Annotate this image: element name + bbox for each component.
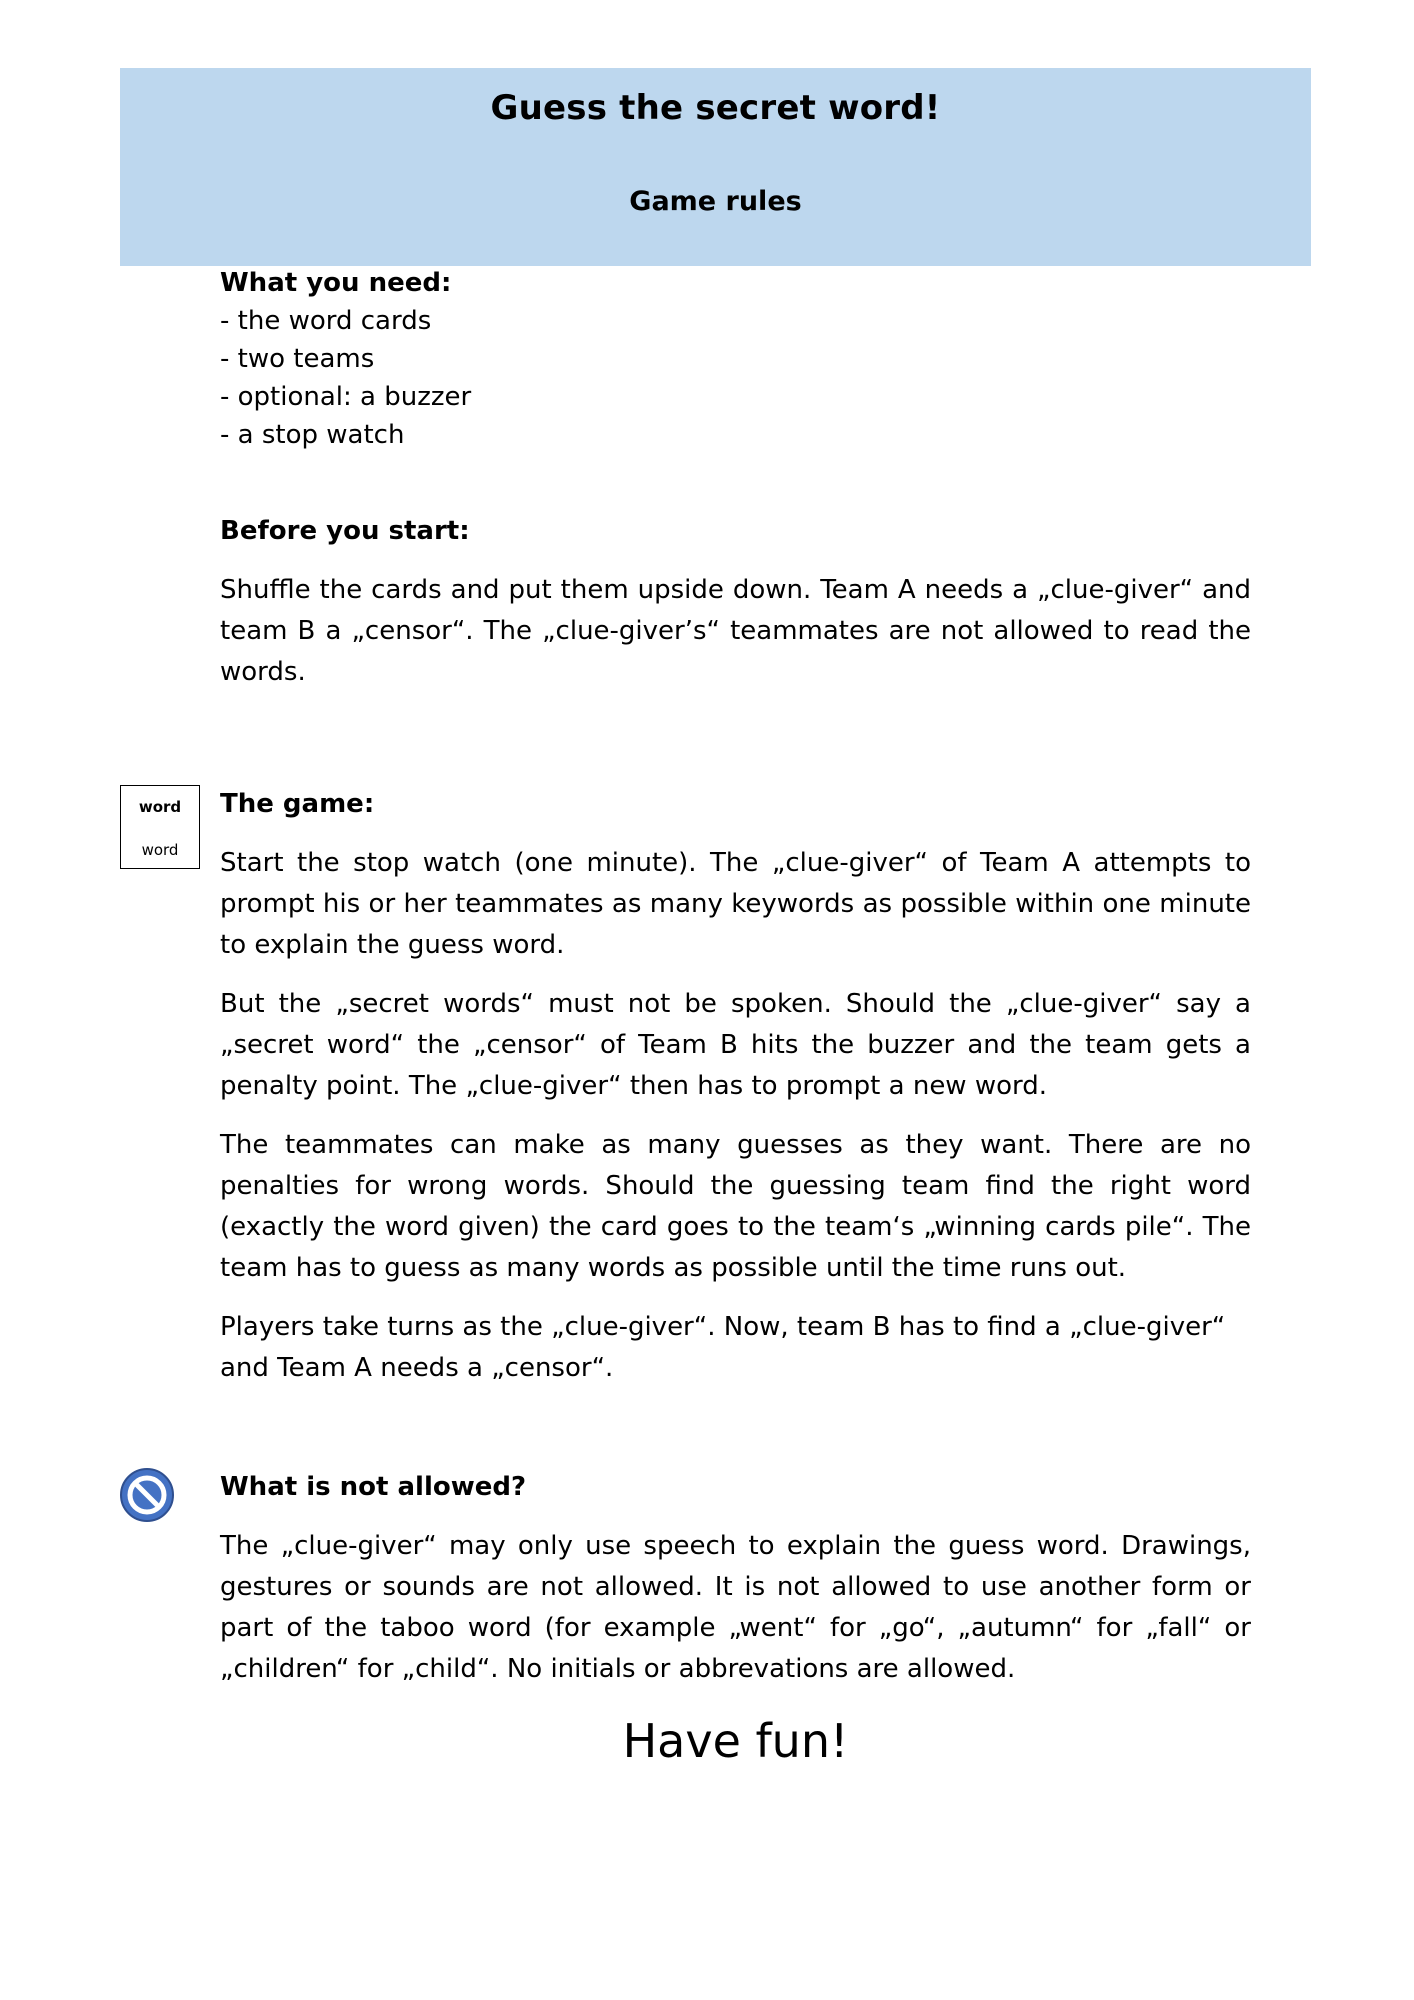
need-heading: What you need:	[220, 268, 452, 298]
word-card-line-2: word	[141, 841, 179, 859]
game-heading: The game:	[220, 789, 375, 819]
game-paragraph: But the „secret words“ must not be spoken. Should the „clue-giver“ say a „secret word“ the „censor“ of Team B hits the buzzer and the team gets a penalty point. The „clue-giver“ then has to prompt a new word.	[220, 989, 1251, 1101]
game-paragraph: Start the stop watch (one minute). The „clue-giver“ of Team A attempts to prompt his or her teammates as many keywords as possible within one minute to explain the guess word.	[220, 848, 1251, 960]
need-item: - the word cards	[220, 306, 432, 336]
word-card-illustration	[120, 785, 200, 869]
header-banner	[120, 68, 1311, 266]
no-entry-icon	[118, 1466, 176, 1524]
before-text: Shuffle the cards and put them upside down. Team A needs a „clue-giver“ and team B a „censor“. The „clue-giver’s“ teammates are not allowed to read the words.	[220, 575, 1251, 687]
game-paragraph: The teammates can make as many guesses as they want. There are no penalties for wrong words. Should the guessing team find the right word (exactly the word given) the card goes to the team‘s „winning cards pile“. The team has to guess as many words as possible until the time runs out.	[220, 1130, 1251, 1283]
page-title: Guess the secret word!	[490, 88, 941, 128]
before-heading: Before you start:	[220, 516, 470, 546]
need-item: - optional: a buzzer	[220, 382, 472, 412]
not-allowed-heading: What is not allowed?	[220, 1472, 527, 1502]
game-paragraph: Players take turns as the „clue-giver“. Now, team B has to find a „clue-giver“ and Team A needs a „censor“.	[220, 1312, 1226, 1383]
not-allowed-text: The „clue-giver“ may only use speech to explain the guess word. Drawings, gestures or sounds are not allowed. It is not allowed to use another form or part of the taboo word (for example „went“ for „go“, „autumn“ for „fall“ or „children“ for „child“. No initials or abbrevations are allowed.	[220, 1531, 1251, 1684]
need-item: - a stop watch	[220, 420, 405, 450]
word-card-line-1: word	[138, 798, 182, 816]
page-subtitle: Game rules	[629, 186, 802, 217]
closing-text: Have fun!	[622, 1714, 849, 1768]
need-item: - two teams	[220, 344, 375, 374]
rules-content	[220, 264, 1251, 1822]
